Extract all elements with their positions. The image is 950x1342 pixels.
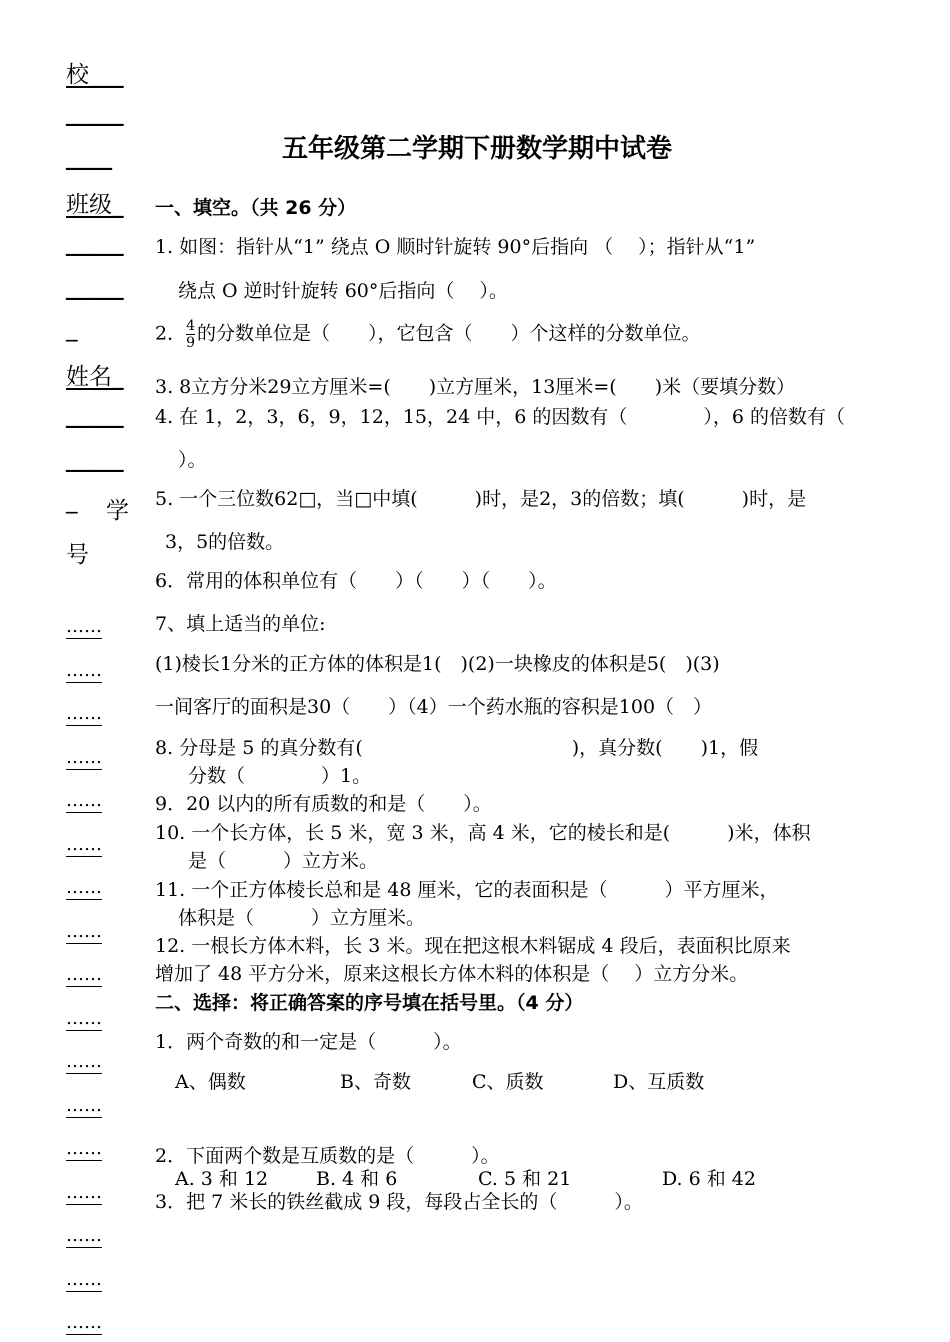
fraction-denominator: 9 — [186, 335, 196, 351]
section1-heading: 一、填空。（共 26 分） — [155, 197, 357, 219]
dotted-line-segment: …… — [66, 1181, 102, 1203]
student-number-label-xue: 学 — [106, 498, 129, 524]
class-blank: _____ — [66, 274, 124, 300]
dotted-line-segment: …… — [66, 659, 102, 681]
school-blank: ____ — [66, 144, 112, 170]
dotted-line-segment: …… — [66, 1268, 102, 1290]
q9: 9．20 以内的所有质数的和是（ ）。 — [155, 793, 492, 815]
choice-q2: 2．下面两个数是互质数的是（ ）。 — [155, 1145, 500, 1167]
dotted-line-segment: …… — [66, 703, 102, 724]
choice-q2-option-b: B. 4 和 6 — [316, 1168, 398, 1190]
q3: 3. 8立方分米29立方厘米=( )立方厘米，13厘米=( )米（要填分数） — [155, 376, 796, 398]
q10-line2: 是（ ）立方米。 — [188, 850, 379, 872]
q11-line1: 11. 一个正方体棱长总和是 48 厘米，它的表面积是（ ）平方厘米， — [155, 879, 779, 901]
school-label: 校___ — [66, 62, 124, 88]
section2-heading: 二、选择：将正确答案的序号填在括号里。（4 分） — [155, 992, 584, 1014]
name-blank: _____ — [66, 402, 124, 428]
q1-line1: 1. 如图：指针从“1” 绕点 O 顺时针旋转 90°后指向 （ ）；指针从“1” — [155, 236, 756, 258]
choice-q1-option-a: A、偶数 — [175, 1071, 246, 1093]
q11-line2: 体积是（ ）立方厘米。 — [178, 907, 426, 929]
q6: 6．常用的体积单位有（ ）（ ）（ ）。 — [155, 570, 557, 592]
q1-line2: 绕点 O 逆时针旋转 60°后指向（ ）。 — [178, 280, 508, 302]
q10-line1: 10. 一个长方体，长 5 米，宽 3 米，高 4 米，它的棱长和是( )米，体积 — [155, 822, 811, 844]
school-blank: _____ — [66, 100, 124, 126]
dotted-line-segment: …… — [66, 1051, 102, 1072]
dotted-line-segment: …… — [66, 920, 102, 942]
choice-q2-option-a: A. 3 和 12 — [175, 1168, 269, 1190]
q8-line1: 8. 分母是 5 的真分数有( )，真分数( )1，假 — [155, 737, 759, 759]
class-blank: _____ — [66, 230, 124, 256]
name-label: 姓名_ — [66, 364, 124, 390]
choice-q1-option-b: B、奇数 — [340, 1071, 411, 1093]
dotted-line-segment: …… — [66, 1312, 102, 1333]
choice-q2-option-d: D. 6 和 42 — [662, 1168, 756, 1190]
choice-q1-option-d: D、互质数 — [613, 1071, 705, 1093]
q7: 7、填上适当的单位: — [155, 613, 326, 635]
fraction-4-9 — [186, 318, 195, 351]
dotted-line-segment: …… — [66, 790, 102, 811]
q2-text: 的分数单位是（ ），它包含（ ）个这样的分数单位。 — [197, 322, 701, 345]
dotted-line-segment: …… — [66, 616, 102, 637]
dotted-line-segment: …… — [66, 1094, 102, 1116]
choice-q1: 1．两个奇数的和一定是（ ）。 — [155, 1031, 462, 1053]
dotted-line-segment: …… — [66, 833, 102, 855]
page-title: 五年级第二学期下册数学期中试卷 — [282, 134, 673, 164]
q2-number: 2． — [155, 322, 187, 345]
class-blank: _ — [66, 316, 78, 342]
class-label: 班级_ — [66, 192, 124, 218]
dotted-line-segment: …… — [66, 964, 102, 985]
dotted-line-segment: …… — [66, 1007, 102, 1029]
dotted-line-segment: …… — [66, 1138, 102, 1159]
dotted-line-segment: …… — [66, 1225, 102, 1246]
q12-line2: 增加了 48 平方分米，原来这根长方体木料的体积是（ ）立方分米。 — [155, 963, 749, 985]
q4-line1: 4. 在 1，2，3，6，9，12，15，24 中，6 的因数有（ ），6 的倍数有（ — [155, 406, 845, 428]
name-blank: _____ — [66, 446, 124, 472]
q7-line2: 一间客厅的面积是30（ ）（4）一个药水瓶的容积是100（ ） — [155, 696, 713, 718]
dotted-line-segment: …… — [66, 877, 102, 898]
fraction-numerator: 4 — [186, 318, 196, 334]
q2 — [155, 318, 701, 351]
name-blank: _ — [66, 488, 78, 514]
q4-line2: ）。 — [178, 449, 207, 471]
q5-line1: 5. 一个三位数62□，当□中填( )时，是2，3的倍数；填( )时，是 — [155, 488, 807, 510]
q7-line1: (1)棱长1分米的正方体的体积是1( )(2)一块橡皮的体积是5( )(3) — [155, 653, 720, 675]
choice-q2-option-c: C. 5 和 21 — [478, 1168, 572, 1190]
student-number-label-hao: 号 — [66, 542, 89, 568]
choice-q1-option-c: C、质数 — [472, 1071, 544, 1093]
choice-q3: 3．把 7 米长的铁丝截成 9 段，每段占全长的（ ）。 — [155, 1191, 643, 1213]
dotted-line-segment: …… — [66, 746, 102, 768]
q5-line2: 3，5的倍数。 — [165, 531, 285, 553]
q12-line1: 12. 一根长方体木料，长 3 米。现在把这根木料锯成 4 段后，表面积比原来 — [155, 935, 791, 957]
q8-line2: 分数（ ）1。 — [188, 765, 372, 787]
